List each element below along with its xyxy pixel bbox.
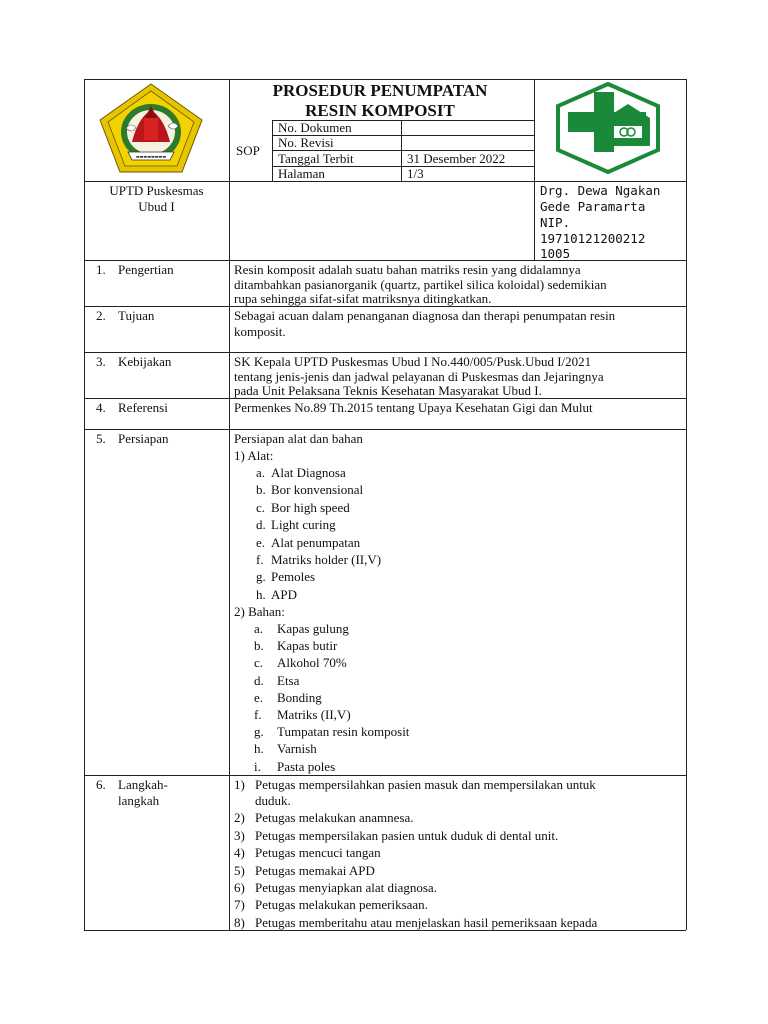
tujuan-line: Sebagai acuan dalam penanganan diagnosa dan therapi penumpatan resin: [234, 308, 616, 323]
signatory-name-line1: Drg. Dewa Ngakan: [540, 183, 661, 198]
page-title-line1: PROSEDUR PENUMPATAN: [272, 81, 488, 100]
row5-bottom-border: [84, 775, 686, 776]
step-item-marker: 7): [234, 897, 245, 913]
meta-value-tanggal: 31 Desember 2022: [407, 151, 506, 166]
bahan-item: Kapas gulung: [277, 621, 349, 636]
section-number: 2.: [96, 308, 106, 323]
step-item-marker: 4): [234, 845, 245, 861]
alat-item-marker: b.: [256, 482, 266, 498]
section-label-tujuan: Tujuan: [118, 308, 155, 323]
step-item-marker: 8): [234, 914, 245, 930]
section-number: 3.: [96, 354, 106, 369]
sop-label: SOP: [236, 143, 260, 158]
pengertian-line: rupa sehingga sifat-sifat matriksnya ditingkatkan.: [234, 291, 492, 306]
meta-label-tanggal: Tanggal Terbit: [278, 151, 354, 166]
persiapan-intro: Persiapan alat dan bahan: [234, 431, 363, 446]
section-label-pengertian: Pengertian: [118, 262, 174, 277]
svg-text:▬▬▬▬▬▬▬▬: ▬▬▬▬▬▬▬▬: [135, 154, 167, 159]
bahan-item: Tumpatan resin komposit: [277, 724, 410, 740]
row4-bottom-border: [84, 429, 686, 430]
section-label-langkah-line1: Langkah-: [118, 777, 168, 792]
bahan-item: Varnish: [277, 741, 317, 757]
step-item: Petugas mempersilahkan pasien masuk dan mempersilakan untuk: [255, 777, 596, 792]
section-number: 4.: [96, 400, 106, 415]
section-label-referensi: Referensi: [118, 400, 168, 415]
section-label-langkah-line2: langkah: [118, 793, 160, 808]
step-item: Petugas mencuci tangan: [255, 845, 381, 861]
alat-item-marker: d.: [256, 517, 266, 533]
column-divider: [229, 79, 230, 930]
alat-item: APD: [271, 586, 298, 602]
nip-line2: 1005: [540, 246, 571, 261]
section-number: 6.: [96, 777, 106, 792]
alat-item: Alat Diagnosa: [271, 465, 346, 480]
org-name-line1: UPTD Puskesmas: [109, 183, 204, 198]
bahan-item: Matriks (II,V): [277, 707, 351, 722]
nip-line1: 19710121200212: [540, 231, 646, 246]
org-row-bottom-border: [84, 260, 686, 261]
step-item-marker: 5): [234, 862, 245, 878]
alat-item-marker: f.: [256, 552, 264, 567]
alat-item: Alat penumpatan: [271, 534, 361, 550]
bahan-item-marker: h.: [254, 741, 264, 757]
page-title-line2: RESIN KOMPOSIT: [305, 101, 455, 120]
nip-label: NIP.: [540, 215, 571, 230]
bahan-item: Kapas butir: [277, 638, 338, 654]
step-item: Petugas memberitahu atau menjelaskan hasil pemeriksaan kepada: [255, 914, 598, 930]
bahan-item-marker: d.: [254, 672, 264, 688]
kebijakan-line: SK Kepala UPTD Puskesmas Ubud I No.440/005/Pusk.Ubud I/2021: [234, 354, 592, 369]
meta-label-revisi: No. Revisi: [278, 135, 334, 150]
bahan-heading: 2) Bahan:: [234, 604, 285, 619]
section-number: 5.: [96, 431, 106, 446]
alat-item-marker: c.: [256, 499, 266, 515]
org-name-line2: Ubud I: [138, 199, 175, 214]
step-item: duduk.: [255, 793, 291, 808]
alat-item: Pemoles: [271, 569, 316, 585]
section-label-persiapan: Persiapan: [118, 431, 169, 446]
tujuan-line: komposit.: [234, 324, 286, 339]
bahan-item-marker: i.: [254, 758, 261, 774]
row2-bottom-border: [84, 352, 686, 353]
alat-item-marker: h.: [256, 586, 266, 602]
alat-item: Bor konvensional: [271, 482, 364, 498]
step-item: Petugas memakai APD: [255, 862, 375, 878]
signatory-name-line2: Gede Paramarta: [540, 199, 646, 214]
step-item-marker: 1): [234, 777, 245, 792]
bahan-item-marker: b.: [254, 638, 264, 654]
step-item-marker: 6): [234, 880, 245, 895]
step-item-marker: 3): [234, 827, 245, 843]
section-label-kebijakan: Kebijakan: [118, 354, 172, 369]
bahan-item: Bonding: [277, 689, 322, 705]
bahan-item-marker: f.: [254, 707, 262, 722]
bahan-item-marker: c.: [254, 655, 264, 671]
pengertian-line: ditambahkan pasianorganik (quartz, partikel silica koloidal) sedemikian: [234, 277, 607, 292]
bahan-item-marker: g.: [254, 724, 264, 740]
step-item: Petugas melakukan anamnesa.: [255, 810, 414, 826]
section-number: 1.: [96, 262, 106, 277]
puskesmas-cross-logo: [554, 82, 662, 174]
bahan-item: Alkohol 70%: [277, 655, 347, 671]
pengertian-line: Resin komposit adalah suatu bahan matriks resin yang didalamnya: [234, 262, 581, 277]
alat-item-marker: e.: [256, 534, 266, 550]
referensi-line: Permenkes No.89 Th.2015 tentang Upaya Kesehatan Gigi dan Mulut: [234, 400, 593, 415]
step-item: Petugas mempersilakan pasien untuk duduk di dental unit.: [255, 827, 559, 843]
step-item: Petugas menyiapkan alat diagnosa.: [255, 880, 437, 895]
kebijakan-line: pada Unit Pelaksana Teknis Kesehatan Masyarakat Ubud I.: [234, 383, 542, 398]
alat-heading: 1) Alat:: [234, 448, 274, 463]
regional-emblem-logo: [98, 82, 204, 174]
header-bottom-border: [84, 181, 686, 182]
step-item: Petugas melakukan pemeriksaan.: [255, 897, 428, 913]
meta-label-halaman: Halaman: [278, 166, 325, 181]
bahan-item-marker: e.: [254, 689, 264, 705]
header-right-divider: [534, 79, 535, 260]
table-top-border: [84, 79, 686, 80]
alat-item: Bor high speed: [271, 499, 350, 515]
bahan-item: Etsa: [277, 672, 300, 688]
alat-item: Light curing: [271, 517, 336, 533]
bahan-item: Pasta poles: [277, 758, 336, 774]
meta-value-halaman: 1/3: [407, 166, 424, 181]
alat-item: Matriks holder (II,V): [271, 552, 382, 567]
alat-item-marker: g.: [256, 569, 266, 585]
step-item-marker: 2): [234, 810, 245, 826]
meta-label-dokumen: No. Dokumen: [278, 120, 352, 135]
alat-item-marker: a.: [256, 465, 266, 480]
bahan-item-marker: a.: [254, 621, 264, 636]
table-right-border: [686, 79, 687, 930]
kebijakan-line: tentang jenis-jenis dan jadwal pelayanan di Puskesmas dan Jejaringnya: [234, 369, 604, 384]
